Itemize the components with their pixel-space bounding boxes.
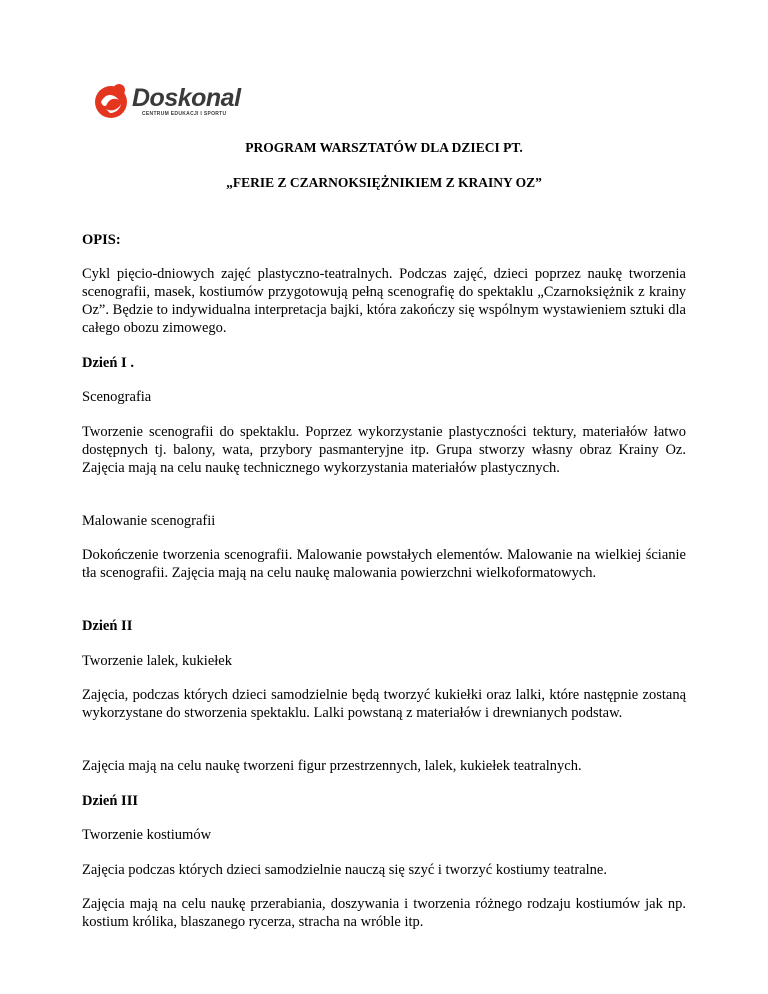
day-1-topic-1: Scenografia [82, 389, 152, 405]
day-2-paragraph-1: Zajęcia, podczas których dzieci samodzielnie będą tworzyć kukiełki oraz lalki, które następnie zostaną wykorzystane do stworzenia spektaklu. Lalki powstaną z materiałów i drewnianych podstaw. [82, 687, 686, 721]
day-3-heading: Dzień III [82, 793, 138, 809]
day-3-topic-1: Tworzenie kostiumów [82, 827, 212, 843]
day-1-paragraph-2: Dokończenie tworzenia scenografii. Malowanie powstałych elementów. Malowanie na wielkiej ścianie tła scenografii. Zajęcia mają na celu naukę malowania powierzchni wielkoformatowych. [82, 547, 686, 581]
day-3-paragraph-2: Zajęcia mają na celu naukę przerabiania, doszywania i tworzenia różnego rodzaju kostiumów jak np. kostium królika, blaszanego rycerza, stracha na wróble itp. [82, 896, 686, 930]
day-1-topic-2: Malowanie scenografii [82, 513, 216, 529]
description-paragraph: Cykl pięcio-dniowych zajęć plastyczno-teatralnych. Podczas zajęć, dzieci poprzez naukę tworzenia scenografii, masek, kostiumów przygotowują pełną scenografię do spektaklu „Czarnoksiężnik z krainy Oz”. Będzie to indywidualna interpretacja bajki, która zakończy się wspólnym wystawieniem sztuki dla całego obozu zimowego. [82, 266, 686, 336]
day-2-heading: Dzień II [82, 618, 133, 634]
page-title-line-1: PROGRAM WARSZTATÓW DLA DZIECI PT. [245, 140, 523, 155]
day-2-paragraph-2: Zajęcia mają na celu naukę tworzeni figur przestrzennych, lalek, kukiełek teatralnych. [82, 758, 582, 774]
page-title-line-2: „FERIE Z CZARNOKSIĘŻNIKIEM Z KRAINY OZ” [226, 175, 542, 190]
description-heading: OPIS: [82, 232, 121, 248]
doskonal-logo-icon [92, 82, 132, 120]
day-1-heading: Dzień I . [82, 355, 134, 371]
logo-tagline: CENTRUM EDUKACJI I SPORTU [142, 111, 227, 117]
day-2-topic-1: Tworzenie lalek, kukiełek [82, 653, 232, 669]
day-1-paragraph-1: Tworzenie scenografii do spektaklu. Poprzez wykorzystanie plastyczności tektury, materiałów łatwo dostępnych tj. balony, wata, przybory pasmanteryjne itp. Grupa stworzy własny obraz Krainy Oz. Zajęcia mają na celu naukę technicznego wykorzystania materiałów plastycznych. [82, 424, 686, 476]
logo-wordmark: Doskonal [132, 84, 241, 112]
day-3-paragraph-1: Zajęcia podczas których dzieci samodzielnie nauczą się szyć i tworzyć kostiumy teatralne. [82, 862, 607, 878]
doskonal-logo [92, 82, 242, 124]
